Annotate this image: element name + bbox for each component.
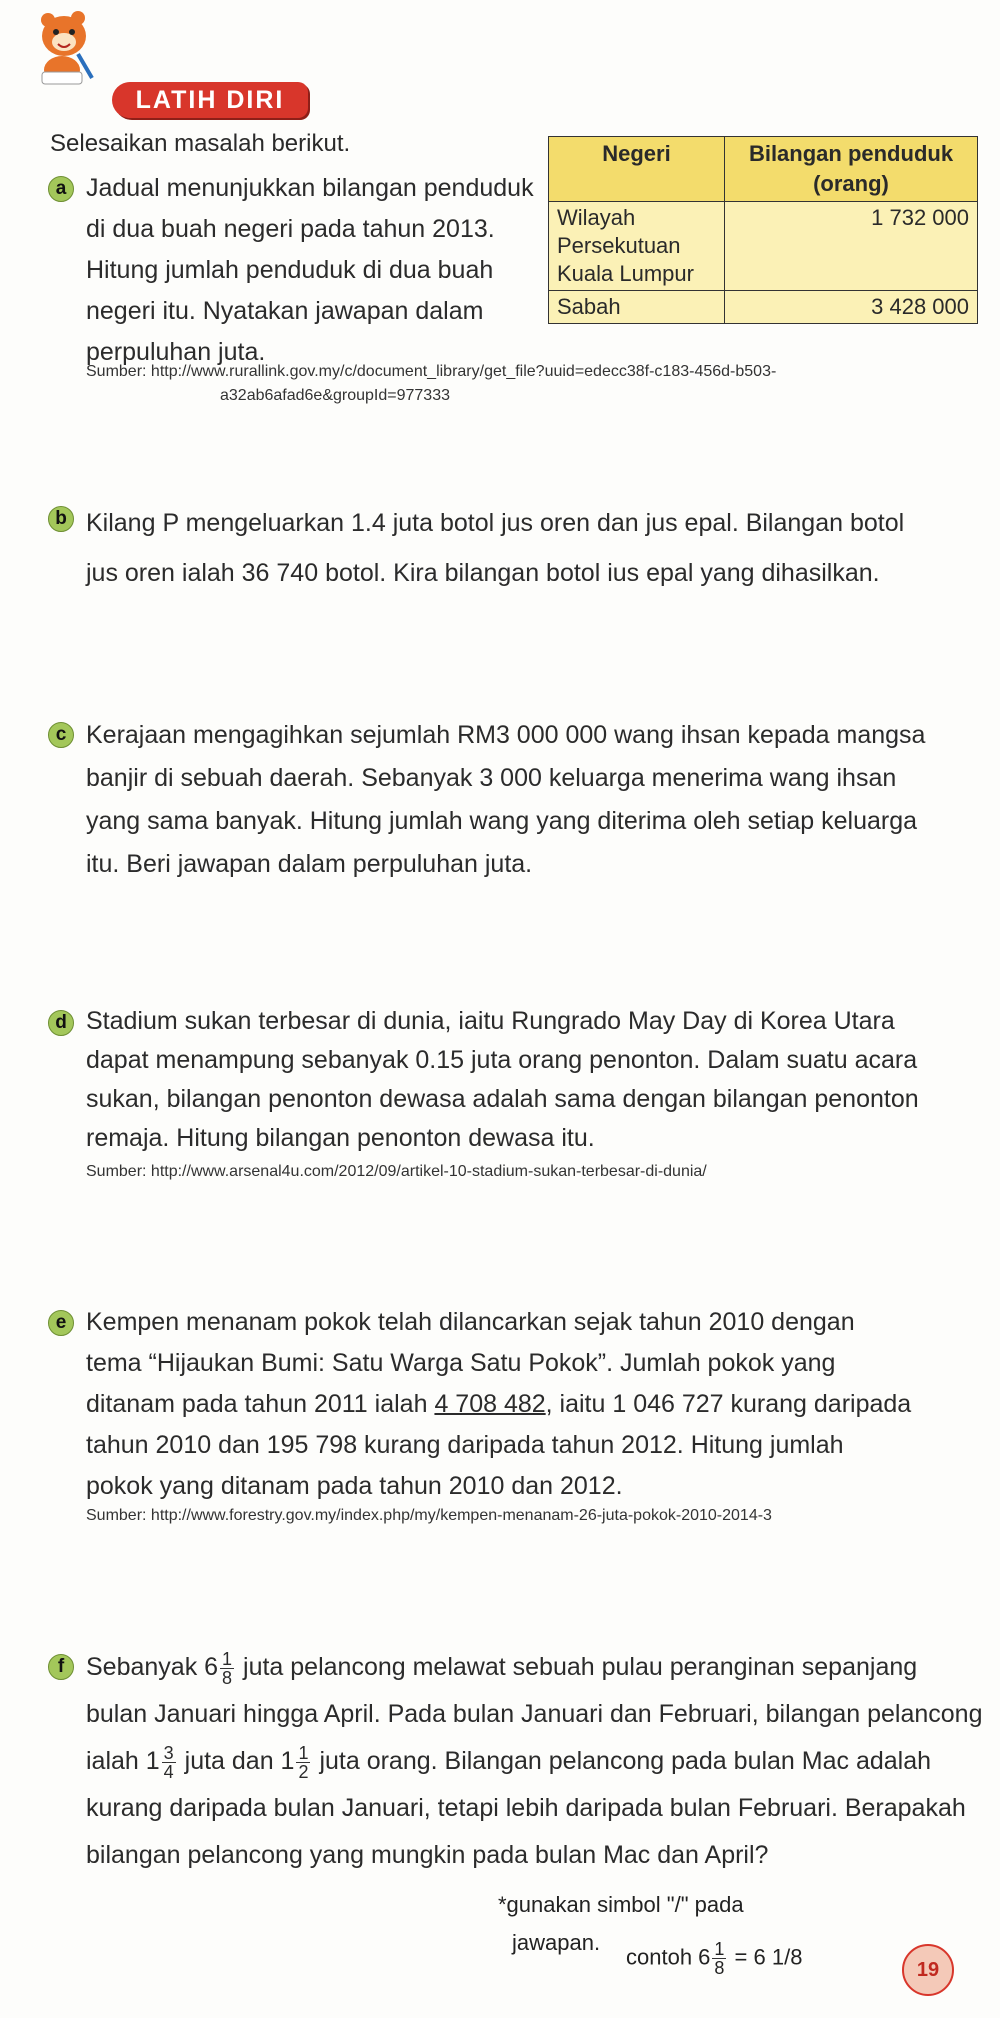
latih-diri-banner: LATIH DIRI: [112, 82, 308, 118]
answer-format-note: *gunakan simbol "/" pada: [498, 1892, 744, 1917]
question-d-text: Stadium sukan terbesar di dunia, iaitu Rungrado May Day di Korea Utara dapat menampung sebanyak 0.15 juta orang penonton. Dalam suatu acara sukan, bilangan penonton dewasa adalah sama dengan bilangan penonton remaja. Hitung bilangan penonton dewasa itu.: [86, 1007, 919, 1152]
fraction: $\frac{3}{4}$: [163, 1742, 174, 1782]
table-cell-state: Wilayah Persekutuan Kuala Lumpur: [549, 202, 725, 291]
question-c-marker: c: [48, 722, 74, 748]
question-e-text: Kempen menanam pokok telah dilancarkan sejak tahun 2010 dengan tema “Hijaukan Bumi: Satu Warga Satu Pokok”. Jumlah pokok yang ditanam pada tahun 2011 ialah 4 708 482, iaitu 1 046 727 kurang daripada tahun 2010 dan 195 798 kurang daripada tahun 2012. Hitung jumlah pokok yang ditanam pada tahun 2010 dan 2012.: [86, 1308, 912, 1500]
fraction: $\frac{1}{8}$: [714, 1939, 725, 1978]
table-row: [549, 291, 978, 324]
question-a-text: [86, 168, 546, 373]
instruction-text: Selesaikan masalah berikut.: [50, 130, 351, 157]
question-c-text: Kerajaan mengagihkan sejumlah RM3 000 000 wang ihsan kepada mangsa banjir di sebuah daerah. Sebanyak 3 000 keluarga menerima wang ihsan yang sama banyak. Hitung jumlah wang yang diterima oleh setiap keluarga itu. Beri jawapan dalam perpuluhan juta.: [86, 721, 926, 878]
question-a-line: Jadual menunjukkan bilangan penduduk: [86, 174, 534, 202]
question-b-text: Kilang P mengeluarkan 1.4 juta botol jus oren dan jus epal. Bilangan botol jus oren ialah 36 740 botol. Kira bilangan botol ius epal yang dihasilkan.: [86, 509, 905, 587]
tiger-mascot-icon: [28, 8, 108, 90]
question-d-marker: d: [48, 1010, 74, 1036]
question-d-source: Sumber: http://www.arsenal4u.com/2012/09/artikel-10-stadium-sukan-terbesar-di-dunia/: [86, 1163, 707, 1180]
table-header-population: Bilangan penduduk (orang): [725, 137, 978, 202]
question-e-marker: e: [48, 1310, 74, 1336]
fraction: $\frac{1}{8}$: [222, 1648, 233, 1688]
question-a-line: perpuluhan juta.: [86, 338, 266, 366]
table-header-state: Negeri: [549, 137, 725, 202]
table-cell-population: 3 428 000: [725, 291, 978, 324]
question-a-line: di dua buah negeri pada tahun 2013.: [86, 215, 495, 243]
question-f-marker: f: [48, 1654, 74, 1680]
highlighted-value: 4 708 482: [434, 1390, 546, 1418]
table-cell-population: 1 732 000: [725, 202, 978, 291]
fraction: $\frac{1}{2}$: [298, 1742, 309, 1782]
question-a-marker: a: [48, 176, 74, 202]
table-row: [549, 202, 978, 291]
question-a-line: Hitung jumlah penduduk di dua buah: [86, 256, 494, 284]
question-a-line: negeri itu. Nyatakan jawapan dalam: [86, 297, 484, 325]
answer-format-note-line2: jawapan.: [512, 1930, 601, 1955]
table-cell-state: Sabah: [549, 291, 725, 324]
question-a-source: Sumber: http://www.rurallink.gov.my/c/document_library/get_file?uuid=edecc38f-c183-456d-b503- a32ab6afad6e&groupId=977333: [86, 363, 777, 404]
page-number: 19: [902, 1944, 954, 1996]
answer-format-example: contoh 6 $\frac{1}{8}$ = 6 1/8: [626, 1939, 803, 1978]
population-table: [548, 136, 978, 324]
question-b-marker: b: [48, 506, 74, 532]
question-f-text: Sebanyak 6 $\frac{1}{8}$ juta pelancong melawat sebuah pulau peranginan sepanjang bulan Januari hingga April. Pada bulan Januari dan Februari, bilangan pelancong ialah 1 $\frac{3}{4}$ juta dan 1 $\frac{1}{2}$ juta orang. Bilangan pelancong pada bulan Mac adalah kurang daripada bulan Januari, tetapi lebih daripada bulan Februari. Berapakah bilangan pelancong yang mungkin pada bulan Mac dan April?: [86, 1648, 983, 1869]
question-e-source: Sumber: http://www.forestry.gov.my/index.php/my/kempen-menanam-26-juta-pokok-2010-2014-3: [86, 1507, 772, 1524]
